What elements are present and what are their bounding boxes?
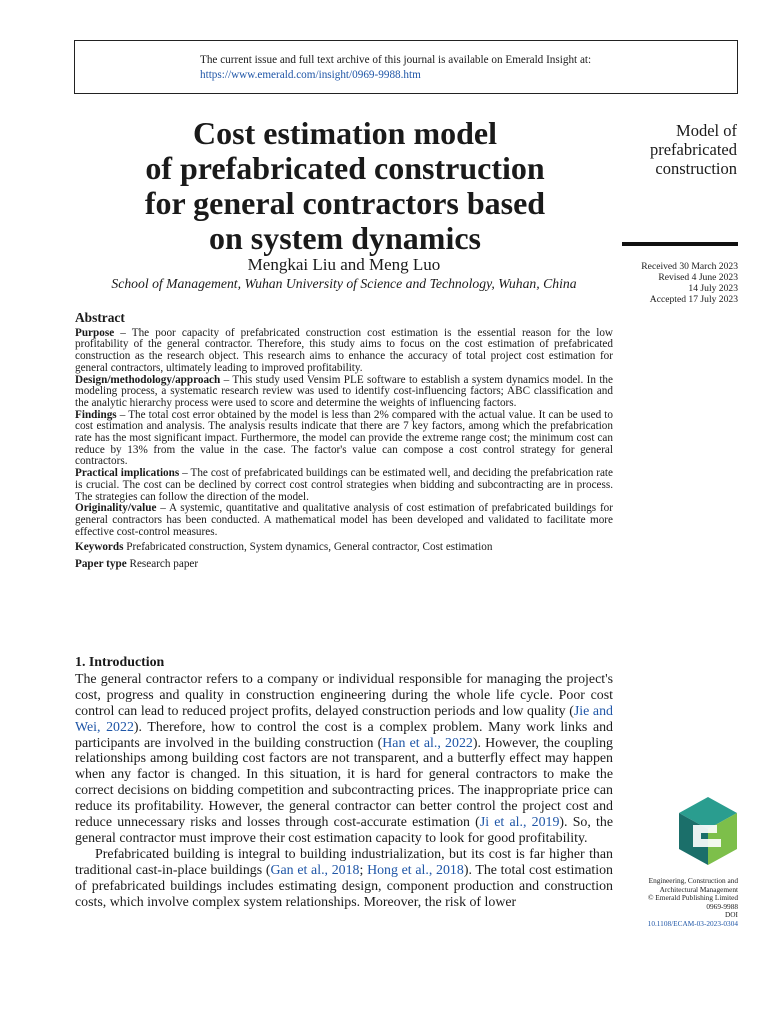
abstract-originality — [75, 503, 613, 538]
running-head — [620, 121, 737, 178]
originality-label: Originality/value — [75, 502, 157, 515]
paper-title — [90, 116, 600, 256]
title-line: for general contractors based — [144, 185, 546, 221]
submission-dates — [600, 261, 738, 305]
journal-notice — [200, 53, 591, 83]
abstract — [75, 312, 613, 571]
originality-text: – A systemic, quantitative and qualitative analysis of cost estimation of prefabricated buildings for general contractors has been conducted. A mathematical model has been developed and validated to facilitate more effective cost-control measures. — [75, 502, 613, 538]
intro-text: ; — [359, 862, 368, 878]
running-head-line: construction — [655, 159, 737, 178]
abstract-findings — [75, 410, 613, 469]
citation-link[interactable]: Jie and Wei, 2022 — [75, 703, 613, 735]
intro-text: The general contractor refers to a company or individual responsible for managing the project's cost, progress and quality in construction engineering during the whole life cycle. Poor cost control can lead to reduced project profits, delayed construction periods and low quality ( — [75, 671, 613, 719]
abstract-design — [75, 375, 613, 410]
intro-text: ). Therefore, how to control the cost is a complex problem. Many work links and participants are involved in the building construction ( — [75, 719, 613, 751]
journal-notice-box — [74, 40, 738, 94]
intro-paragraph-1 — [75, 672, 613, 847]
citation-link[interactable]: Han et al., 2022 — [382, 735, 473, 751]
citation-link[interactable]: Hong et al., 2018 — [367, 862, 464, 878]
running-head-rule — [622, 242, 738, 246]
intro-text: ). So, the general contractor must improve their cost estimation capacity to look for good profitability. — [75, 815, 613, 846]
affiliation: School of Management, Wuhan University of Science and Technology, Wuhan, China — [111, 276, 577, 291]
doi-line — [618, 911, 738, 928]
journal-notice-text: The current issue and full text archive of this journal is available on Emerald Insight at: — [200, 54, 592, 66]
title-line: of prefabricated construction — [145, 150, 545, 186]
date-received: Received 30 March 2023 — [641, 261, 738, 272]
abstract-purpose — [75, 328, 613, 375]
doi-label: DOI — [725, 910, 738, 920]
emerald-logo-icon — [677, 795, 739, 867]
citation-link[interactable]: Gan et al., 2018 — [270, 862, 360, 878]
title-line: on system dynamics — [208, 220, 481, 256]
purpose-label: Purpose — [75, 326, 115, 339]
practical-label: Practical implications — [75, 467, 180, 480]
copyright-line: © Emerald Publishing Limited — [647, 893, 738, 903]
journal-name-line: Engineering, Construction and — [648, 876, 738, 885]
practical-text: – The cost of prefabricated buildings can be estimated well, and deciding the prefabrication rate is crucial. The cost can be declined by correct cost control strategies when bidding and subcontracting are in process. The strategies can follow the direction of the model. — [75, 467, 613, 503]
authors: Mengkai Liu and Meng Luo — [247, 255, 441, 274]
design-text: – This study used Vensim PLE software to establish a system dynamics model. In the modeling process, a systematic research review was used to identify cost-influencing factors; ABC classification and the analytic hierarchy process were used to score and determine the weights of influencing factors. — [75, 373, 613, 409]
journal-url-link[interactable]: https://www.emerald.com/insight/0969-9988.htm — [200, 69, 421, 81]
citation-link[interactable]: Ji et al., 2019 — [479, 815, 560, 831]
doi-link[interactable]: 10.1108/ECAM-03-2023-0304 — [647, 918, 738, 928]
intro-text: ). However, the coupling relationships among building cost factors are not transparent, and a butterfly effect may happen when any factor is changed. In this situation, it is hard for general contractors to make the correct decisions on bidding competition and subcontracting prices. The inappropriate price can reduce its profitability. However, the general contractor can better control the project cost and reduce unnecessary risks and losses through cost-accurate estimation ( — [75, 735, 613, 831]
date-revised: Revised 4 June 2023 — [658, 272, 738, 283]
findings-text: – The total cost error obtained by the model is less than 2% compared with the actual value. It can be used to cost estimation and analysis. The analysis results indicate that there are 7 key factors, among which the prefabrication rate has the most significant impact. Furthermore, the model can provide the extreme range cost; the minimum cost can reduce by 13% from the value in the case. The factor's value can compose a cost control strategy for general contractors. — [75, 408, 613, 468]
abstract-heading: Abstract — [75, 310, 125, 325]
running-head-line: Model of — [676, 121, 737, 140]
publisher-info — [618, 877, 738, 929]
abstract-practical — [75, 468, 613, 503]
keywords — [75, 542, 613, 554]
findings-label: Findings — [75, 408, 117, 421]
design-label: Design/methodology/approach — [75, 373, 221, 386]
keywords-label: Keywords — [75, 541, 124, 554]
intro-text: Prefabricated building is integral to building industrialization, but its cost is far higher than traditional cast-in-place buildings ( — [75, 846, 613, 878]
intro-heading: 1. Introduction — [75, 655, 165, 670]
paper-type-text: Research paper — [126, 558, 199, 571]
running-head-line: prefabricated — [649, 140, 737, 159]
intro-paragraph-2 — [75, 847, 613, 911]
date-accepted: Accepted 17 July 2023 — [649, 294, 738, 305]
paper-type-label: Paper type — [75, 558, 127, 571]
keywords-text: Prefabricated construction, System dynamics, General contractor, Cost estimation — [123, 541, 493, 554]
paper-type — [75, 559, 613, 571]
purpose-text: – The poor capacity of prefabricated construction cost estimation is the essential reason for the low profitability of the general contractor. Therefore, this study aims to focus on the cost estimation of prefabricated construction as the research object. This research aims to enhance the accuracy of total project cost estimation for general contractors, ultimately leading to improved profitability. — [75, 326, 613, 374]
intro-text: ). The total cost estimation of prefabricated buildings includes estimating design, component production and construction costs, which involve complex system relationships. Moreover, the risk of lower — [75, 862, 613, 910]
issn-line: 0969-9988 — [706, 901, 738, 911]
date-revised-2: 14 July 2023 — [688, 283, 738, 294]
title-line: Cost estimation model — [193, 115, 497, 151]
journal-name-line: Architectural Management — [659, 884, 738, 894]
introduction-section — [75, 655, 613, 911]
